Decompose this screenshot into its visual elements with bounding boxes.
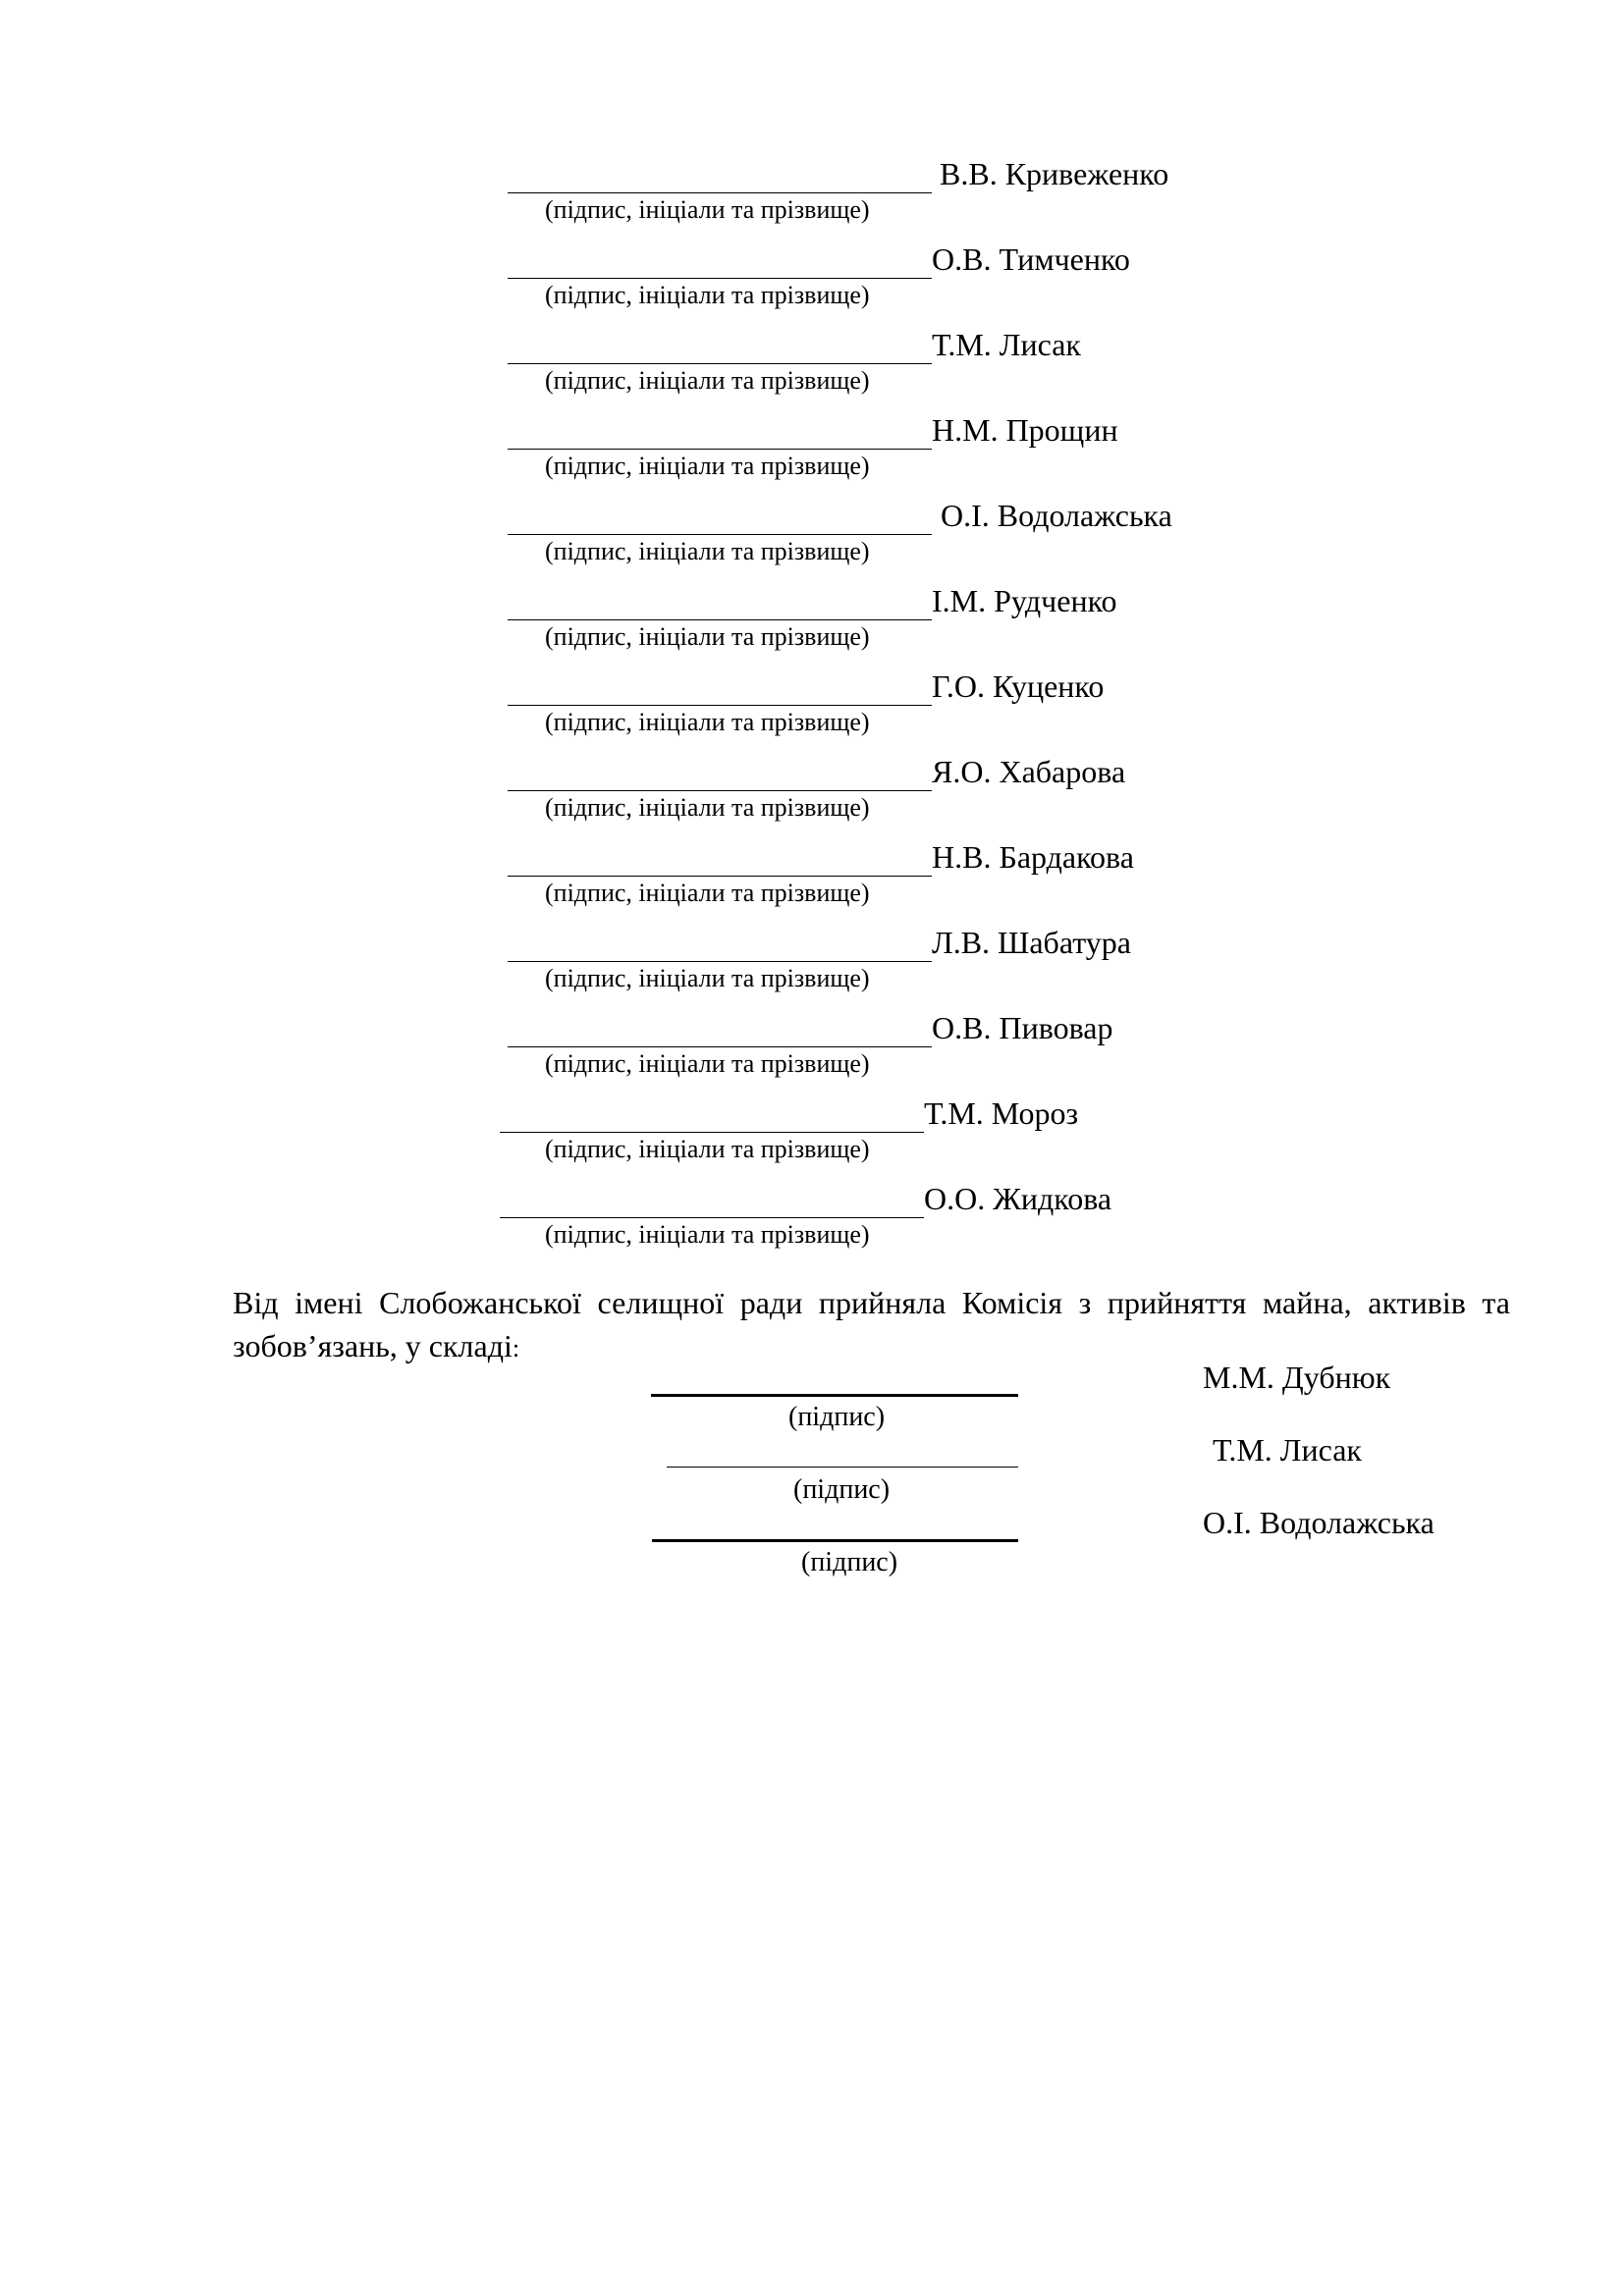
signature-row	[500, 667, 1246, 750]
commission-row	[0, 1357, 1624, 1435]
signature-row	[500, 326, 1246, 408]
signatory-name: В.В. Кривеженко	[940, 156, 1169, 191]
commission-member-name: Т.М. Лисак	[1213, 1432, 1362, 1468]
signature-row	[500, 155, 1246, 238]
signature-caption: (підпис, ініціали та прізвище)	[545, 1135, 870, 1163]
signature-line	[508, 1009, 932, 1047]
statement-line-2-text: зобов’язань, у складі	[233, 1328, 513, 1363]
signature-row	[500, 582, 1246, 665]
signature-caption: (підпис, ініціали та прізвище)	[545, 879, 870, 907]
signature-line	[508, 240, 932, 279]
signature-line	[508, 155, 932, 193]
signature-line	[508, 411, 932, 450]
signature-line	[500, 1180, 924, 1218]
signatory-name: О.В. Тимченко	[932, 241, 1130, 277]
signature-row	[500, 240, 1246, 323]
commission-member-name: М.М. Дубнюк	[1203, 1360, 1391, 1395]
commission-member-name: О.І. Водолажська	[1203, 1505, 1435, 1540]
signature-caption: (підпис, ініціали та прізвище)	[545, 281, 870, 309]
commission-caption: (підпис)	[788, 1402, 886, 1432]
signatory-name: Н.В. Бардакова	[932, 839, 1134, 875]
commission-caption: (підпис)	[801, 1547, 898, 1577]
commission-signature-line	[667, 1429, 1018, 1468]
signature-row	[500, 1009, 1246, 1092]
commission-signature-line	[651, 1357, 1018, 1397]
signatory-name: Г.О. Куценко	[932, 668, 1105, 704]
signature-line	[508, 924, 932, 962]
signature-caption: (підпис, ініціали та прізвище)	[545, 622, 870, 651]
signature-row	[500, 1180, 1246, 1262]
signature-row	[500, 838, 1246, 921]
commission-row	[0, 1502, 1624, 1580]
signature-caption: (підпис, ініціали та прізвище)	[545, 537, 870, 565]
statement-colon: :	[512, 1334, 520, 1362]
commission-caption: (підпис)	[793, 1474, 891, 1505]
signature-row	[500, 1095, 1246, 1177]
signatory-name: О.О. Жидкова	[924, 1181, 1112, 1216]
signatory-name: Т.М. Лисак	[932, 327, 1081, 362]
signature-caption: (підпис, ініціали та прізвище)	[545, 708, 870, 736]
signatory-name: Я.О. Хабарова	[932, 754, 1126, 789]
signature-line	[508, 326, 932, 364]
signatory-name: О.І. Водолажська	[941, 498, 1172, 533]
signature-line	[508, 667, 932, 706]
signature-caption: (підпис, ініціали та прізвище)	[545, 793, 870, 822]
signature-caption: (підпис, ініціали та прізвище)	[545, 195, 870, 224]
signature-line	[508, 753, 932, 791]
signatory-name: О.В. Пивовар	[932, 1010, 1113, 1045]
signature-caption: (підпис, ініціали та прізвище)	[545, 452, 870, 480]
signature-line	[508, 582, 932, 620]
signature-caption: (підпис, ініціали та прізвище)	[545, 1049, 870, 1078]
signature-line	[508, 838, 932, 877]
signature-caption: (підпис, ініціали та прізвище)	[545, 366, 870, 395]
signature-caption: (підпис, ініціали та прізвище)	[545, 964, 870, 992]
commission-row	[0, 1429, 1624, 1508]
signature-row	[500, 497, 1246, 579]
signatory-name: Т.М. Мороз	[924, 1095, 1079, 1131]
signature-row	[500, 924, 1246, 1006]
signature-line	[500, 1095, 924, 1133]
signatory-name: Н.М. Прощин	[932, 412, 1118, 448]
signatory-name: І.М. Рудченко	[932, 583, 1117, 618]
signatory-name: Л.В. Шабатура	[932, 925, 1131, 960]
commission-signature-line	[652, 1502, 1018, 1542]
signature-line	[508, 497, 932, 535]
signature-row	[500, 753, 1246, 835]
statement-line-1: Від імені Слобожанської селищної ради прийняла Комісія з прийняття майна, активів та	[233, 1285, 1510, 1320]
signature-row	[500, 411, 1246, 494]
signature-caption: (підпис, ініціали та прізвище)	[545, 1220, 870, 1249]
